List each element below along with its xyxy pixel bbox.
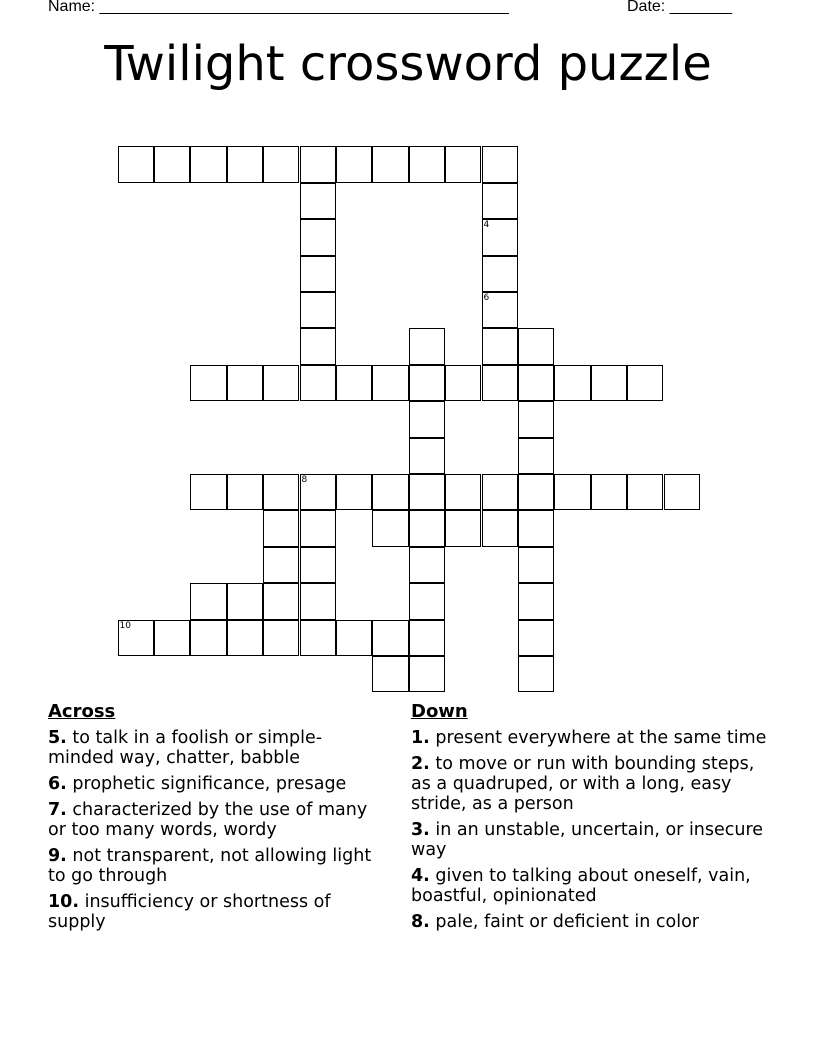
down-heading: Down	[411, 701, 468, 722]
grid-cell[interactable]	[445, 510, 481, 546]
grid-cell[interactable]	[518, 620, 554, 656]
grid-cell[interactable]	[518, 547, 554, 583]
grid-cell[interactable]	[518, 438, 554, 474]
grid-cell[interactable]	[118, 620, 154, 656]
grid-cell[interactable]	[482, 183, 518, 219]
grid-cell[interactable]	[263, 510, 299, 546]
grid-cell[interactable]	[263, 365, 299, 401]
grid-cell[interactable]	[409, 401, 445, 437]
clue-text: insufficiency or shortness of supply	[48, 892, 331, 932]
grid-cell[interactable]	[190, 146, 226, 182]
down-clues	[411, 702, 771, 938]
grid-cell[interactable]	[372, 365, 408, 401]
grid-cell[interactable]	[263, 474, 299, 510]
grid-cell[interactable]	[154, 620, 190, 656]
grid-cell[interactable]	[227, 583, 263, 619]
grid-cell[interactable]	[372, 510, 408, 546]
across-clue	[48, 774, 388, 794]
grid-cell[interactable]	[409, 146, 445, 182]
grid-cell[interactable]	[190, 620, 226, 656]
grid-cell[interactable]	[300, 146, 336, 182]
grid-cell[interactable]	[627, 474, 663, 510]
across-clues	[48, 702, 388, 938]
down-clue	[411, 820, 771, 860]
grid-cell[interactable]	[190, 583, 226, 619]
grid-cell[interactable]	[336, 365, 372, 401]
grid-cell[interactable]	[482, 328, 518, 364]
down-clue	[411, 866, 771, 906]
grid-cell[interactable]	[300, 256, 336, 292]
clue-number-label: 4	[483, 220, 490, 231]
clue-number: 9.	[48, 846, 67, 866]
grid-cell[interactable]	[154, 146, 190, 182]
grid-cell[interactable]	[336, 146, 372, 182]
grid-cell[interactable]	[263, 146, 299, 182]
grid-cell[interactable]	[445, 146, 481, 182]
grid-cell[interactable]	[190, 365, 226, 401]
across-heading: Across	[48, 701, 116, 722]
grid-cell[interactable]	[445, 365, 481, 401]
grid-cell[interactable]	[518, 474, 554, 510]
down-clue	[411, 754, 771, 814]
grid-cell[interactable]	[518, 656, 554, 692]
clue-text: to move or run with bounding steps, as a quadruped, or with a long, easy stride, as a person	[411, 754, 755, 814]
page-title: Twilight crossword puzzle	[104, 36, 712, 92]
grid-cell[interactable]	[372, 620, 408, 656]
grid-cell[interactable]	[409, 365, 445, 401]
grid-cell[interactable]	[518, 328, 554, 364]
grid-cell[interactable]	[409, 620, 445, 656]
clue-number: 2.	[411, 754, 430, 774]
grid-cell[interactable]	[372, 146, 408, 182]
grid-cell[interactable]	[482, 146, 518, 182]
clue-number: 4.	[411, 866, 430, 886]
grid-cell[interactable]	[372, 474, 408, 510]
clue-number: 7.	[48, 800, 67, 820]
grid-cell[interactable]	[300, 328, 336, 364]
grid-cell[interactable]	[482, 510, 518, 546]
date-field-label: Date: _______	[627, 0, 732, 15]
grid-cell[interactable]	[518, 365, 554, 401]
grid-cell[interactable]	[482, 474, 518, 510]
grid-cell[interactable]	[227, 620, 263, 656]
across-clue	[48, 800, 388, 840]
clue-text: given to talking about oneself, vain, boastful, opinionated	[411, 866, 751, 906]
clue-number-label: 8	[301, 475, 308, 485]
grid-cell[interactable]	[190, 474, 226, 510]
grid-cell[interactable]	[409, 474, 445, 510]
grid-cell[interactable]	[627, 365, 663, 401]
grid-cell[interactable]	[263, 547, 299, 583]
across-clue	[48, 892, 388, 932]
grid-cell[interactable]	[591, 474, 627, 510]
grid-cell[interactable]	[300, 474, 336, 510]
clue-text: present everywhere at the same time	[435, 728, 767, 748]
grid-cell[interactable]	[300, 292, 336, 328]
grid-cell[interactable]	[518, 401, 554, 437]
grid-cell[interactable]	[227, 146, 263, 182]
grid-cell[interactable]	[482, 256, 518, 292]
clue-number: 10.	[48, 892, 80, 912]
clue-text: prophetic significance, presage	[72, 774, 347, 794]
grid-cell[interactable]	[409, 328, 445, 364]
grid-cell[interactable]	[300, 510, 336, 546]
grid-cell[interactable]	[409, 510, 445, 546]
clue-text: to talk in a foolish or simple-minded way, chatter, babble	[48, 728, 323, 768]
grid-cell[interactable]	[118, 146, 154, 182]
grid-cell[interactable]	[300, 219, 336, 255]
grid-cell[interactable]	[482, 365, 518, 401]
grid-cell[interactable]	[554, 474, 590, 510]
grid-cell[interactable]	[372, 656, 408, 692]
down-clue	[411, 912, 771, 932]
across-clue	[48, 846, 388, 886]
grid-cell[interactable]	[591, 365, 627, 401]
clue-number: 3.	[411, 820, 430, 840]
name-field-label: Name: ______________________________________________	[48, 0, 509, 15]
grid-cell[interactable]	[263, 583, 299, 619]
clue-number-label: 6	[483, 293, 490, 303]
grid-cell[interactable]	[554, 365, 590, 401]
grid-cell[interactable]	[300, 583, 336, 619]
grid-cell[interactable]	[300, 183, 336, 219]
grid-cell[interactable]	[409, 438, 445, 474]
grid-cell[interactable]	[227, 474, 263, 510]
grid-cell[interactable]	[300, 620, 336, 656]
grid-cell[interactable]	[482, 219, 518, 255]
grid-cell[interactable]	[445, 474, 481, 510]
grid-cell[interactable]	[336, 474, 372, 510]
grid-cell[interactable]	[263, 620, 299, 656]
down-clue	[411, 728, 771, 748]
clue-number: 6.	[48, 774, 67, 794]
clue-number: 8.	[411, 912, 430, 932]
grid-cell[interactable]	[664, 474, 700, 510]
grid-cell[interactable]	[300, 547, 336, 583]
grid-cell[interactable]	[227, 365, 263, 401]
grid-cell[interactable]	[518, 583, 554, 619]
clue-text: in an unstable, uncertain, or insecure way	[411, 820, 764, 860]
clue-number: 5.	[48, 728, 67, 748]
clue-text: pale, faint or deficient in color	[435, 912, 699, 932]
across-clue	[48, 728, 388, 768]
grid-cell[interactable]	[409, 656, 445, 692]
clue-text: not transparent, not allowing light to go through	[48, 846, 372, 886]
clue-text: characterized by the use of many or too many words, wordy	[48, 800, 368, 840]
grid-cell[interactable]	[409, 583, 445, 619]
clue-number-label: 10	[119, 620, 131, 631]
grid-cell[interactable]	[482, 292, 518, 328]
grid-cell[interactable]	[518, 510, 554, 546]
grid-cell[interactable]	[409, 547, 445, 583]
clue-number: 1.	[411, 728, 430, 748]
grid-cell[interactable]	[300, 365, 336, 401]
grid-cell[interactable]	[336, 620, 372, 656]
